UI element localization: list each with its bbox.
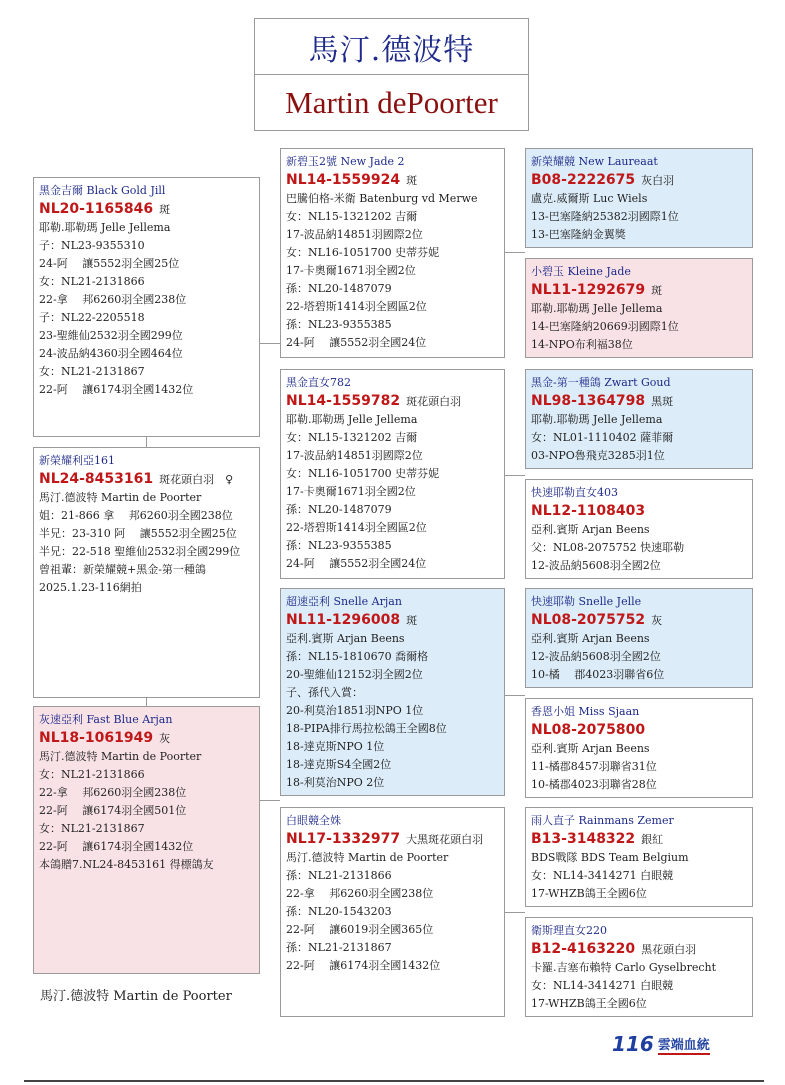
subject-line: 姐：21-866 拿 邦6260羽全國238位 [39,509,233,522]
ss-line: 24-阿 讓5552羽全國24位 [286,336,427,349]
dd-line: 孫：NL21-2131867 [286,941,392,954]
sire-line: 子：NL22-2205518 [39,311,145,324]
sd-line: 女：NL15-1321202 吉爾 [286,431,418,444]
sire-sire-card [280,148,505,358]
connector [505,252,525,253]
subject-card [33,447,260,698]
subject-ring: NL24-8453161 [39,471,154,487]
sire-line: 子：NL23-9355310 [39,239,145,252]
title-chinese: 馬汀.德波特 [255,19,528,75]
dds-line: BDS戰隊 BDS Team Belgium [531,851,689,864]
ds-name: 超速亞利 Snelle Arjan [286,595,402,608]
connector [260,343,280,344]
ss-name: 新碧玉2號 New Jade 2 [286,155,405,168]
ds-line: 18-達克斯NPO 1位 [286,740,385,753]
ss-line: 22-塔碧斯1414羽全國區2位 [286,300,427,313]
sds-name: 黑金-第一種鴿 Zwart Goud [531,376,671,389]
sd-line: 孫：NL20-1487079 [286,503,392,516]
ss-line: 孫：NL23-9355385 [286,318,392,331]
sds-line: 03-NPO魯飛克3285羽1位 [531,449,665,462]
sdd-card [525,479,753,579]
dd-line: 孫：NL21-2131866 [286,869,392,882]
sds-line: 耶勒.耶勒瑪 Jelle Jellema [531,413,663,426]
dam-line: 本鴿贈7.NL24-8453161 得標鴿友 [39,858,214,871]
sd-name: 黑金直女782 [286,376,351,389]
sss-line: 13-巴塞隆納25382羽國際1位 [531,210,679,223]
sire-line: 23-聖維仙2532羽全國299位 [39,329,183,342]
ssd-card [525,258,753,358]
ssd-color: 斑 [651,284,663,297]
sire-dam-card [280,369,505,579]
dam-card [33,706,260,974]
dds-line: 17-WHZB鴿王全國6位 [531,887,647,900]
dam-line: 女：NL21-2131867 [39,822,145,835]
dam-line: 22-拿 邦6260羽全國238位 [39,786,187,799]
ds-line: 20-聖維仙12152羽全國2位 [286,668,423,681]
ds-line: 18-利莫治NPO 2位 [286,776,385,789]
sds-ring: NL98-1364798 [531,393,646,409]
subject-line: 曾祖輩：新榮耀競+黑金-第一種鴿 [39,563,206,576]
dss-name: 快速耶勒 Snelle Jelle [531,595,642,608]
ssd-name: 小碧玉 Kleine Jade [531,265,631,278]
sire-line: 24-波品納4360羽全國464位 [39,347,183,360]
sdd-ring: NL12-1108403 [531,503,646,519]
dam-dam-card [280,807,505,1017]
ddd-card [525,917,753,1017]
dam-line: 22-阿 讓6174羽全國1432位 [39,840,194,853]
sd-line: 耶勒.耶勒瑪 Jelle Jellema [286,413,418,426]
sire-ring: NL20-1165846 [39,201,154,217]
dsd-card [525,698,753,798]
bottom-rule [24,1080,764,1082]
dd-line: 孫：NL20-1543203 [286,905,392,918]
sss-line: 13-巴塞隆納金翼獎 [531,228,626,241]
sire-card [33,177,260,437]
dsd-line: 10-橘郡4023羽聯省28位 [531,778,657,791]
ddd-line: 卡羅.吉塞布賴特 Carlo Gyselbrecht [531,961,717,974]
dsd-ring: NL08-2075800 [531,722,646,738]
sds-color: 黑斑 [651,395,674,408]
ddd-ring: B12-4163220 [531,941,636,957]
dds-ring: B13-3148322 [531,831,636,847]
ss-line: 女：NL15-1321202 吉爾 [286,210,418,223]
connector [505,695,525,696]
dd-name: 白眼競全姝 [286,814,341,827]
dam-color: 灰 [159,732,171,745]
dd-color: 大黑斑花頭白羽 [406,833,484,846]
dd-line: 22-阿 讓6019羽全國365位 [286,923,434,936]
sdd-line: 父：NL08-2075752 快速耶勒 [531,541,685,554]
dds-name: 雨人直子 Rainmans Zemer [531,814,674,827]
ssd-line: 14-NPO布利福38位 [531,338,633,351]
sire-line: 女：NL21-2131866 [39,275,145,288]
subject-line: 馬汀.德波特 Martin de Poorter [39,491,202,504]
sd-color: 斑花頭白羽 [406,395,462,408]
sss-card [525,148,753,248]
connector [146,437,147,447]
dss-ring: NL08-2075752 [531,612,646,628]
subject-line: 2025.1.23-116網拍 [39,581,142,594]
dsd-line: 亞利.賓斯 Arjan Beens [531,742,650,755]
sire-line: 22-阿 讓6174羽全國1432位 [39,383,194,396]
dds-line: 女：NL14-3414271 白眼競 [531,869,674,882]
sd-line: 17-卡奧爾1671羽全國2位 [286,485,416,498]
sdd-line: 亞利.賓斯 Arjan Beens [531,523,650,536]
sss-name: 新榮耀競 New Laureaat [531,155,658,168]
dss-line: 12-波品納5608羽全國2位 [531,650,661,663]
dam-line: 馬汀.德波特 Martin de Poorter [39,750,202,763]
ssd-line: 14-巴塞隆納20669羽國際1位 [531,320,679,333]
sd-line: 女：NL16-1051700 史蒂芬妮 [286,467,440,480]
connector [505,912,525,913]
dds-color: 銀紅 [641,833,664,846]
dsd-name: 香恩小姐 Miss Sjaan [531,705,640,718]
connector [146,698,147,706]
dd-line: 22-阿 讓6174羽全國1432位 [286,959,441,972]
ds-ring: NL11-1296008 [286,612,401,628]
title-english: Martin dePoorter [285,85,498,120]
ds-line: 亞利.賓斯 Arjan Beens [286,632,405,645]
ddd-line: 17-WHZB鴿王全國6位 [531,997,647,1010]
dss-line: 亞利.賓斯 Arjan Beens [531,632,650,645]
logo-number: 116 [612,1032,654,1056]
ss-line: 17-卡奧爾1671羽全國2位 [286,264,416,277]
sire-line: 耶勒.耶勒瑪 Jelle Jellema [39,221,171,234]
owner-footer: 馬汀.德波特 Martin de Poorter [40,989,232,1004]
sds-card [525,369,753,469]
dss-card [525,588,753,688]
sd-line: 24-阿 讓5552羽全國24位 [286,557,427,570]
ss-color: 斑 [406,174,418,187]
sdd-line: 12-波品納5608羽全國2位 [531,559,661,572]
logo-text: 雲端血統 [658,1034,710,1055]
sd-line: 17-波品納14851羽國際2位 [286,449,423,462]
sire-line: 22-拿 邦6260羽全國238位 [39,293,187,306]
dds-card [525,807,753,907]
ss-line: 17-波品納14851羽國際2位 [286,228,423,241]
ddd-color: 黑花頭白羽 [641,943,697,956]
dss-line: 10-橘 郡4023羽聯省6位 [531,668,665,681]
sd-line: 22-塔碧斯1414羽全國區2位 [286,521,427,534]
logo [612,1030,722,1058]
subject-color: 斑花頭白羽 ♀ [159,473,234,486]
ss-line: 巴騰伯格-米衛 Batenburg vd Merwe [286,192,478,205]
subject-line: 半兄：23-310 阿 讓5552羽全國25位 [39,527,237,540]
dam-line: 22-阿 讓6174羽全國501位 [39,804,187,817]
dsd-line: 11-橘郡8457羽聯省31位 [531,760,657,773]
ddd-line: 女：NL14-3414271 白眼競 [531,979,674,992]
ds-line: 20-利莫治1851羽NPO 1位 [286,704,424,717]
connector [505,475,525,476]
ddd-name: 衛斯理直女220 [531,924,607,937]
dd-line: 22-拿 邦6260羽全國238位 [286,887,434,900]
dam-sire-card [280,588,505,796]
sire-line: 24-阿 讓5552羽全國25位 [39,257,180,270]
connector [260,800,280,801]
dss-color: 灰 [651,614,663,627]
sdd-name: 快速耶勒直女403 [531,486,618,499]
sire-name: 黑金吉爾 Black Gold Jill [39,184,166,197]
ss-ring: NL14-1559924 [286,172,401,188]
dd-line: 馬汀.德波特 Martin de Poorter [286,851,449,864]
subject-line: 半兄：22-518 聖維仙2532羽全國299位 [39,545,241,558]
ssd-ring: NL11-1292679 [531,282,646,298]
sd-ring: NL14-1559782 [286,393,401,409]
ds-line: 18-PIPA排行馬拉松鴿王全國8位 [286,722,447,735]
sire-color: 斑 [159,203,171,216]
sire-line: 女：NL21-2131867 [39,365,145,378]
ds-color: 斑 [406,614,418,627]
ds-line: 子、孫代入賞： [286,686,363,699]
ds-line: 18-達克斯S4全國2位 [286,758,392,771]
title-box [254,18,529,131]
dam-ring: NL18-1061949 [39,730,154,746]
sss-ring: B08-2222675 [531,172,636,188]
dam-line: 女：NL21-2131866 [39,768,145,781]
sss-line: 盧克.威爾斯 Luc Wiels [531,192,648,205]
sss-color: 灰白羽 [641,174,675,187]
sd-line: 孫：NL23-9355385 [286,539,392,552]
ds-line: 孫：NL15-1810670 喬爾格 [286,650,429,663]
ssd-line: 耶勒.耶勒瑪 Jelle Jellema [531,302,663,315]
dam-name: 灰速亞利 Fast Blue Arjan [39,713,173,726]
ss-line: 孫：NL20-1487079 [286,282,392,295]
dd-ring: NL17-1332977 [286,831,401,847]
ss-line: 女：NL16-1051700 史蒂芬妮 [286,246,440,259]
subject-name: 新榮耀利亞161 [39,454,115,467]
sds-line: 女：NL01-1110402 薩菲爾 [531,431,674,444]
